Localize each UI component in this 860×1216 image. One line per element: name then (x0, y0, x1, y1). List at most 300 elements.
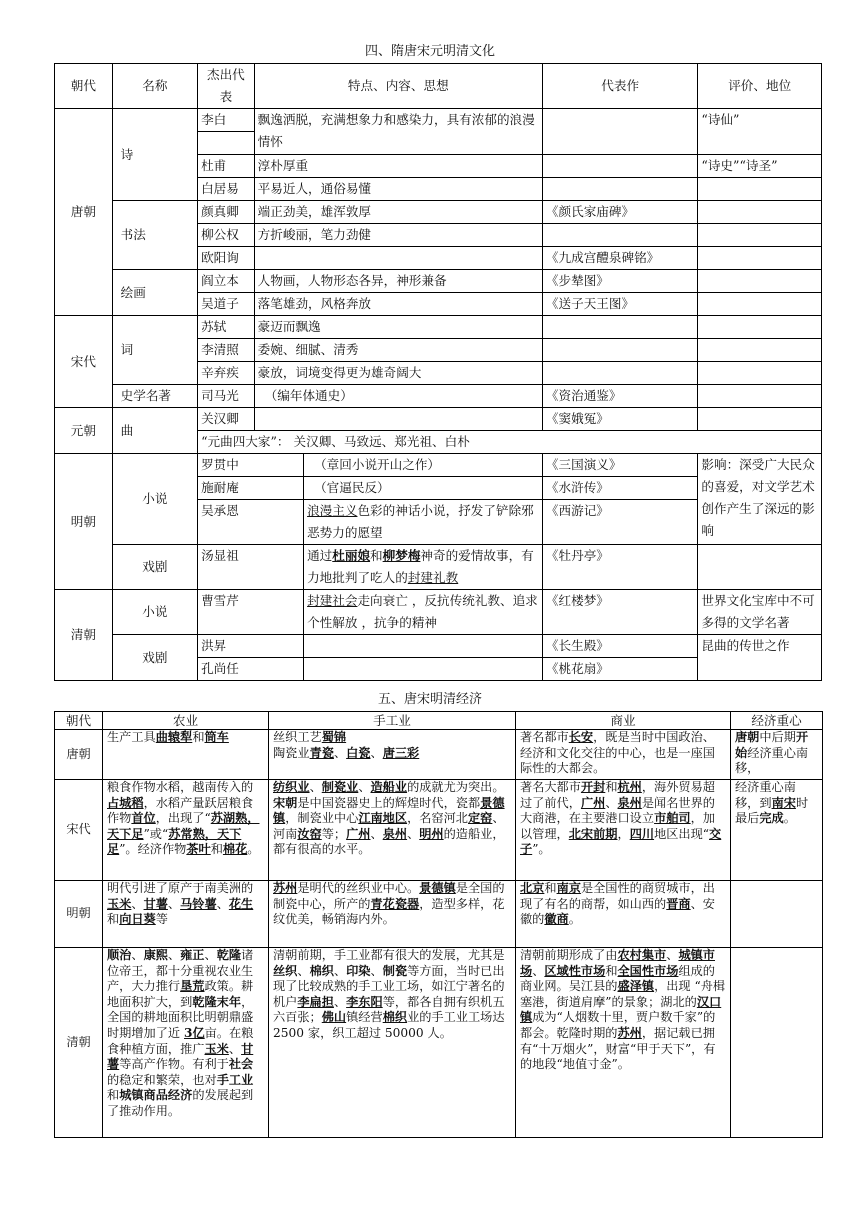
text-fragment: 著名大都市 (520, 780, 581, 794)
agriculture-cell (103, 730, 269, 780)
section5-title: 五、唐宋明清经济 (377, 692, 482, 707)
text-fragment: 造船业 (370, 780, 408, 794)
category-cell: 戏剧 (112, 545, 197, 590)
text-fragment: 向日葵 (119, 912, 156, 927)
text-fragment: 走向衰亡 ，反抗传统礼教、追求个性解放 ，抗争的精神 (307, 593, 538, 630)
dynasty-cell: 清朝 (55, 590, 113, 681)
text-fragment: 、 (216, 896, 229, 911)
dynasty-cell: 明朝 (55, 454, 113, 590)
text-fragment: 丝织 (273, 963, 298, 978)
works-cell: 《长生殿》 (542, 635, 697, 658)
text-fragment: 、 (167, 948, 181, 962)
text-fragment: 乾隆末年 (192, 994, 242, 1009)
text-fragment: 农村集市 (617, 948, 667, 962)
feature-cell (304, 635, 543, 658)
text-fragment: 杜丽娘 (332, 548, 371, 563)
text-fragment: 等高产作物。有利于 (119, 1057, 229, 1072)
text-fragment: 苏州 (273, 881, 298, 895)
text-fragment: 等，都各自拥有织机五六百张； (273, 994, 505, 1025)
text-fragment: 柳梦梅 (382, 548, 421, 563)
text-fragment: 汝窑 (297, 826, 322, 841)
category-cell: 戏剧 (112, 635, 197, 681)
text-fragment: 棉花 (222, 842, 248, 857)
text-fragment: 诸位帝王，都十分重视农业生产，大力推行 (107, 948, 254, 994)
text-fragment: 社会 (228, 1057, 254, 1072)
table-row (55, 780, 823, 881)
center-cell (731, 881, 823, 948)
commerce-cell (516, 881, 731, 948)
table-row (55, 730, 823, 780)
text-fragment: 乾隆 (216, 948, 242, 962)
works-cell: 《颜氏家庙碑》 (542, 201, 697, 224)
feature-cell: 豪放，词境变得更为雄奇阔大 (254, 362, 542, 385)
feature-cell: 平易近人，通俗易懂 (254, 178, 542, 201)
feature-cell (304, 658, 543, 681)
evaluation-cell (698, 316, 822, 339)
evaluation-cell (698, 201, 822, 224)
center-cell (731, 780, 823, 881)
representative-cell: 施耐庵 (198, 477, 304, 500)
text-fragment: 等方面，当时已出现了比较成熟的手工业工场，如江宁著名的机户 (273, 963, 505, 1009)
works-cell (542, 339, 697, 362)
text-fragment: 广州 (580, 795, 606, 810)
text-fragment: 泉州 (617, 795, 642, 810)
representative-cell: 洪昇 (198, 635, 304, 658)
representative-cell: 李白 (198, 109, 255, 132)
text-fragment: 白瓷 (346, 745, 371, 760)
works-cell (542, 178, 697, 201)
feature-cell (304, 545, 543, 590)
text-fragment: 经济重心南移， (735, 745, 809, 776)
header-dynasty: 朝代 (55, 64, 113, 109)
agriculture-cell (103, 881, 269, 948)
evaluation-cell (698, 339, 822, 362)
text-fragment: ，出现了“ (155, 811, 211, 826)
text-fragment: 市舶司 (654, 811, 691, 826)
text-fragment: 苏州 (617, 1025, 642, 1040)
text-fragment: 宋朝 (273, 795, 298, 810)
feature-cell: （章回小说开山之作） (304, 454, 543, 477)
text-fragment: 甘薯 (107, 1041, 254, 1072)
feature-cell (254, 247, 542, 270)
text-fragment: 丝织工艺 (273, 730, 322, 744)
evaluation-cell (698, 270, 822, 293)
center-cell (731, 730, 823, 780)
handicraft-cell (269, 780, 516, 881)
text-fragment: 玉米 (204, 1041, 229, 1056)
text-fragment: 李扁担 (297, 994, 334, 1009)
text-fragment: 城镇商品经济 (119, 1088, 193, 1103)
feature-cell: （官逼民反） (304, 477, 543, 500)
feature-cell: 委婉、细腻、清秀 (254, 339, 542, 362)
text-fragment: 开封 (580, 780, 606, 794)
text-fragment: 青瓷 (309, 745, 334, 760)
text-fragment: 花生 (228, 896, 254, 911)
text-fragment: 。 (568, 912, 581, 927)
text-fragment: ，加以管理， (520, 811, 715, 841)
text-fragment: 景德镇 (273, 795, 505, 826)
text-fragment: 南京 (556, 881, 581, 895)
text-fragment: 和 (107, 912, 120, 927)
evaluation-cell (698, 545, 822, 590)
text-fragment: 筒车 (204, 730, 229, 744)
representative-cell: 孔尚任 (198, 658, 304, 681)
text-fragment: 亩。在粮食种植方面，推广 (107, 1025, 254, 1056)
header-handicraft: 手工业 (269, 712, 516, 730)
text-fragment: ”或“ (143, 826, 169, 841)
text-fragment: 和 (605, 963, 618, 978)
text-fragment: 和 (192, 730, 205, 744)
dynasty-cell: 元朝 (55, 408, 113, 454)
text-fragment: 封建礼教 (407, 570, 459, 585)
text-fragment: 的造船业，都有很高的水平。 (273, 826, 505, 857)
text-fragment: 广州 (346, 826, 371, 841)
evaluation-cell (698, 247, 822, 270)
header-name: 名称 (112, 64, 197, 109)
text-fragment: 。 (783, 811, 796, 826)
dynasty-cell: 清朝 (55, 948, 103, 1138)
table-row (55, 109, 822, 132)
text-fragment: 唐朝 (735, 730, 760, 744)
text-fragment: 李东阳 (346, 994, 383, 1009)
text-fragment: 城镇市场 (520, 948, 715, 978)
category-cell: 绘画 (112, 270, 197, 316)
table-row (55, 948, 823, 1138)
text-fragment: 、 (204, 948, 217, 962)
text-fragment: 等 (155, 912, 168, 927)
text-fragment: 、 (666, 948, 679, 962)
text-fragment: 是明代的丝织业中心。 (297, 881, 420, 895)
text-fragment: 、河南 (273, 811, 505, 841)
text-fragment: 蜀锦 (321, 730, 347, 744)
text-fragment: 色彩的神话小说，抒发了铲除邪恶势力的愿望 (307, 503, 534, 540)
text-fragment: 、 (333, 745, 347, 760)
text-fragment: 、 (131, 948, 144, 962)
representative-cell (198, 132, 255, 155)
text-fragment: 纺织业 (273, 780, 310, 794)
text-fragment: 粮食作物水稻，越南传入的 (107, 780, 254, 794)
evaluation-cell (698, 385, 822, 408)
evaluation-cell: “诗史”“诗圣” (698, 155, 822, 178)
text-fragment: 定窑 (468, 811, 493, 826)
text-fragment: 、安徽的 (520, 896, 715, 927)
text-fragment: 著名都市 (520, 730, 569, 744)
text-fragment: 浪漫主义 (307, 503, 358, 518)
header-evaluation: 评价、地位 (698, 64, 822, 109)
agriculture-cell (103, 780, 269, 881)
category-cell: 小说 (112, 454, 197, 545)
representative-cell: 罗贯中 (198, 454, 304, 477)
text-fragment: 印染 (346, 963, 371, 978)
dynasty-cell: 宋代 (55, 316, 113, 408)
section4-title: 四、隋唐宋元明清文化 (364, 44, 495, 59)
feature-cell: 方折峻丽，笔力劲健 (254, 224, 542, 247)
text-fragment: 封建社会 (307, 593, 358, 608)
category-cell: 诗 (112, 109, 197, 201)
text-fragment: 、 (297, 963, 310, 978)
representative-cell: 杜甫 (198, 155, 255, 178)
works-cell: 《三国演义》 (542, 454, 697, 477)
representative-cell: 关汉卿 (198, 408, 255, 431)
header-economic-center: 经济重心 (731, 712, 823, 730)
text-fragment: 曲辕犁 (155, 730, 193, 744)
feature-cell (254, 408, 542, 431)
feature-cell: 豪迈而飘逸 (254, 316, 542, 339)
table-row (55, 408, 822, 431)
table-row (55, 270, 822, 293)
text-fragment: 、 (167, 896, 181, 911)
text-fragment: ，出现 “舟楫塞港，街道肩摩”的景象；湖北的 (520, 979, 726, 1009)
representative-cell: 阎立本 (198, 270, 255, 293)
economy-header-row (55, 712, 823, 730)
text-fragment: 等； (321, 826, 347, 841)
text-fragment: 是全国性的商贸城市，出现了有名的商帮，如山西的 (520, 881, 715, 911)
text-fragment: 、 (605, 795, 618, 810)
text-fragment: 镇经营 (346, 1010, 383, 1025)
evaluation-cell: 世界文化宝库中不可多得的文学名著 (698, 590, 822, 635)
text-fragment: 政策。耕地面积扩大，到 (107, 979, 254, 1009)
feature-cell (304, 590, 543, 635)
text-fragment: 苏常熟，天下足 (107, 826, 242, 857)
text-fragment: 成为“人烟数十里，贾户数千家”的都会。乾隆时期的 (520, 1010, 716, 1040)
evaluation-cell: 昆曲的传世之作 (698, 635, 822, 681)
text-fragment: 、 (333, 994, 347, 1009)
commerce-cell (516, 730, 731, 780)
text-fragment: 杭州 (617, 780, 642, 794)
text-fragment: 苏湖熟，天下足 (107, 811, 260, 841)
text-fragment: 、 (532, 963, 545, 978)
text-fragment: 北宋前期 (568, 826, 618, 841)
evaluation-cell (698, 224, 822, 247)
text-fragment: 。 (247, 842, 260, 857)
commerce-cell (516, 780, 731, 881)
evaluation-cell (698, 408, 822, 431)
text-fragment: 3亿 (184, 1025, 205, 1040)
text-fragment: ，据记载已拥有“十万烟火”，财富“甲于天下”，有的地段“地值寸金”。 (520, 1025, 716, 1072)
representative-cell: 欧阳询 (198, 247, 255, 270)
text-fragment: 、 (131, 896, 144, 911)
feature-cell: 落笔雄劲，风格奔放 (254, 293, 542, 316)
text-fragment: 时最后 (735, 795, 809, 826)
center-cell (731, 948, 823, 1138)
feature-cell: 人物画，人物形态各异，神形兼备 (254, 270, 542, 293)
text-fragment: 、 (309, 780, 322, 794)
dynasty-cell: 宋代 (55, 780, 103, 881)
feature-cell: （编年体通史） (254, 385, 542, 408)
text-fragment: 陶瓷业 (273, 745, 310, 760)
works-cell: 《送子天王图》 (542, 293, 697, 316)
text-fragment: 、 (370, 826, 383, 841)
header-works: 代表作 (542, 64, 697, 109)
feature-cell (304, 500, 543, 545)
works-cell: 《桃花扇》 (542, 658, 697, 681)
text-fragment: 汉口镇 (520, 994, 722, 1025)
works-cell: 《九成宫醴泉碑铭》 (542, 247, 697, 270)
text-fragment: 、 (228, 1041, 242, 1056)
dynasty-cell: 明朝 (55, 881, 103, 948)
representative-cell: 曹雪芹 (198, 590, 304, 635)
feature-cell: 飘逸洒脱，充满想象力和感染力，具有浓郁的浪漫情怀 (254, 109, 542, 155)
text-fragment: ，制瓷业中心 (285, 811, 359, 826)
text-fragment: 制瓷 (382, 963, 408, 978)
feature-cell: 端正劲美，雄浑敦厚 (254, 201, 542, 224)
text-fragment: 景德镇 (419, 881, 456, 895)
works-cell (542, 109, 697, 155)
text-fragment: 组成的商业网。吴江县的 (520, 963, 715, 994)
text-fragment: 中后期 (759, 730, 796, 744)
text-fragment: ，既是当时中国政治、经济和文化交往的中心，也是一座国际性的大都会。 (520, 730, 715, 776)
culture-table (54, 63, 822, 681)
text-fragment: 四川 (629, 826, 655, 841)
text-fragment: 马铃薯 (180, 896, 217, 911)
text-fragment: 晋商 (666, 896, 691, 911)
table-row (55, 454, 822, 477)
category-cell: 书法 (112, 201, 197, 270)
text-fragment: 棉织 (382, 1010, 408, 1025)
text-fragment: 康熙 (143, 948, 168, 962)
text-fragment: 、 (370, 745, 383, 760)
text-fragment: 地区出现“ (654, 826, 710, 841)
text-fragment: 徽商 (544, 912, 569, 927)
handicraft-cell (269, 730, 516, 780)
text-fragment: ， (617, 826, 630, 841)
evaluation-cell (698, 178, 822, 201)
text-fragment: ，全国的耕地面积比明朝鼎盛时期增加了近 (107, 994, 254, 1040)
dynasty-cell: 唐朝 (55, 109, 113, 316)
economy-table (54, 711, 823, 1138)
text-fragment: 是中国瓷器史上的辉煌时代，瓷都 (297, 795, 481, 810)
text-fragment: 全国性市场 (617, 963, 679, 978)
text-fragment: 明州 (419, 826, 444, 841)
category-cell: 小说 (112, 590, 197, 635)
text-fragment: 盛泽镇 (617, 979, 655, 994)
text-fragment: 南宋 (771, 795, 796, 810)
table-row (55, 316, 822, 339)
text-fragment: ”。经济作物 (119, 842, 187, 857)
text-fragment: 佛山 (321, 1010, 347, 1025)
works-cell: 《水浒传》 (542, 477, 697, 500)
representative-cell: 柳公权 (198, 224, 255, 247)
text-fragment: 制瓷业 (321, 780, 359, 794)
culture-header-row (55, 64, 822, 109)
text-fragment: 区域性市场 (544, 963, 606, 978)
text-fragment: 、 (407, 826, 420, 841)
representative-cell: 吴道子 (198, 293, 255, 316)
header-dynasty: 朝代 (55, 712, 103, 730)
representative-cell: 苏轼 (198, 316, 255, 339)
text-fragment: 雍正 (180, 948, 205, 962)
text-fragment: ”。 (532, 842, 551, 857)
text-fragment: 青花瓷器 (370, 896, 420, 911)
commerce-cell (516, 948, 731, 1138)
representative-cell: 司马光 (198, 385, 255, 408)
works-cell (542, 316, 697, 339)
text-fragment: 神奇的爱情故事，有力地批判了吃人的 (307, 548, 534, 585)
handicraft-cell (269, 881, 516, 948)
text-fragment: 生产工具 (107, 730, 156, 744)
table-row (55, 385, 822, 408)
text-fragment: ，海外贸易超过了前代， (520, 780, 715, 810)
evaluation-cell (698, 362, 822, 385)
works-cell (542, 224, 697, 247)
header-feature: 特点、内容、思想 (254, 64, 542, 109)
table-row (55, 881, 823, 948)
text-fragment: 江南地区 (358, 811, 408, 826)
works-cell: 《牡丹亭》 (542, 545, 697, 590)
works-cell (542, 155, 697, 178)
text-fragment: 业的手工业工场达 2500 家，织工超过 50000 人。 (273, 1010, 505, 1040)
text-fragment: 和 (544, 881, 557, 895)
category-cell: 史学名著 (112, 385, 197, 408)
representative-cell: 汤显祖 (198, 545, 304, 590)
works-cell: 《红楼梦》 (542, 590, 697, 635)
text-fragment: 北京 (520, 881, 545, 895)
text-fragment: 首位 (131, 811, 156, 826)
text-fragment: 手工业 (216, 1072, 254, 1087)
works-cell: 《西游记》 (542, 500, 697, 545)
text-fragment: ，造型多样，花纹优美，畅销海内外。 (273, 896, 505, 927)
text-fragment: 棉织 (309, 963, 334, 978)
text-fragment: ，名窑河北 (407, 811, 468, 826)
text-fragment: 玉米 (107, 896, 132, 911)
header-agriculture: 农业 (103, 712, 269, 730)
table-row (55, 201, 822, 224)
text-fragment: 是闻名世界的大商港，在主要港口设立 (520, 795, 715, 826)
works-cell: 《步辇图》 (542, 270, 697, 293)
text-fragment: 的成就尤为突出。 (407, 780, 505, 794)
text-fragment: 占城稻 (107, 795, 144, 810)
text-fragment: 顺治 (107, 948, 132, 962)
text-fragment: 垦荒 (180, 979, 205, 994)
category-cell: 曲 (112, 408, 197, 454)
text-fragment: ，水稻产量跃居粮食作物 (107, 795, 254, 826)
text-fragment: 和 (605, 780, 618, 794)
works-cell: 《窦娥冤》 (542, 408, 697, 431)
representative-cell: 颜真卿 (198, 201, 255, 224)
yuan-four-masters: “元曲四大家”： 关汉卿、马致远、郑光祖、白朴 (198, 431, 822, 454)
works-cell (542, 362, 697, 385)
text-fragment: 完成 (759, 811, 784, 826)
text-fragment: 通过 (307, 548, 333, 563)
text-fragment: 唐三彩 (382, 745, 420, 760)
text-fragment: 、 (333, 963, 347, 978)
dynasty-cell: 唐朝 (55, 730, 103, 780)
evaluation-cell: “诗仙” (698, 109, 822, 155)
evaluation-cell (698, 293, 822, 316)
text-fragment: 明代引进了原产于南美洲的 (107, 881, 254, 895)
works-cell: 《资治通鉴》 (542, 385, 697, 408)
text-fragment: 的稳定和繁荣，也对 (107, 1072, 217, 1087)
agriculture-cell (103, 948, 269, 1138)
text-fragment: 和 (370, 548, 383, 563)
representative-cell: 吴承恩 (198, 500, 304, 545)
representative-cell: 白居易 (198, 178, 255, 201)
representative-cell: 李清照 (198, 339, 255, 362)
text-fragment: 甘薯 (143, 896, 168, 911)
header-representative: 杰出代表 (198, 64, 255, 109)
text-line (273, 746, 511, 762)
category-cell: 词 (112, 316, 197, 385)
text-fragment: 长安 (568, 730, 594, 744)
table-row (55, 635, 822, 658)
header-commerce: 商业 (516, 712, 731, 730)
feature-cell: 淳朴厚重 (254, 155, 542, 178)
text-fragment: 开始 (735, 730, 809, 760)
text-fragment: 是全国的制瓷中心，所产的 (273, 881, 505, 911)
text-fragment: 泉州 (382, 826, 408, 841)
text-line (273, 730, 511, 746)
text-fragment: 经济重心南移，到 (735, 780, 796, 810)
